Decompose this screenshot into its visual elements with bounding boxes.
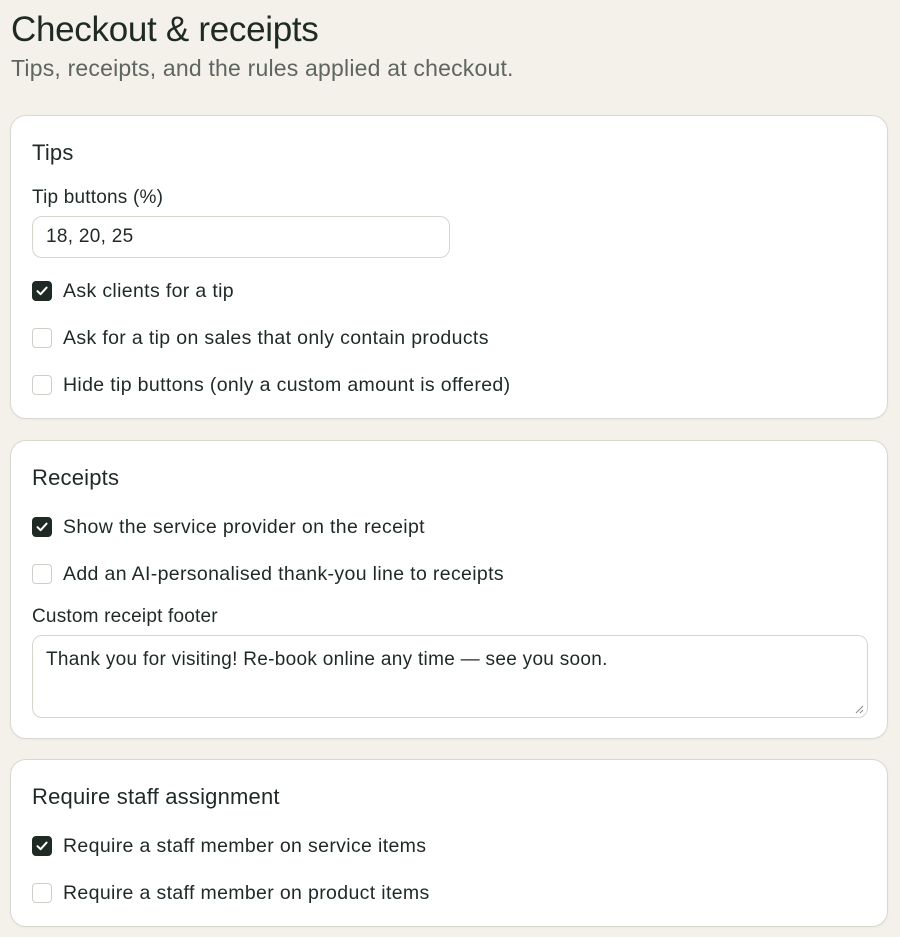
tip-buttons-label: Tip buttons (%) [32, 187, 164, 208]
show-provider-checkbox[interactable] [32, 517, 52, 537]
tips-card-title: Tips [32, 140, 74, 165]
ai-thank-you-checkbox[interactable] [32, 564, 52, 584]
staff-assignment-card-title: Require staff assignment [32, 784, 280, 809]
page-subtitle: Tips, receipts, and the rules applied at checkout. [11, 55, 514, 81]
check-icon [35, 839, 49, 853]
check-icon [35, 284, 49, 298]
receipts-card-title: Receipts [32, 465, 120, 490]
ask-tip-checkbox-row[interactable] [32, 279, 234, 303]
require-staff-service-checkbox[interactable] [32, 836, 52, 856]
staff-assignment-card [10, 759, 888, 927]
tip-buttons-input[interactable]: 18, 20, 25 [32, 216, 450, 258]
show-provider-checkbox-row[interactable] [32, 515, 425, 539]
hide-tip-buttons-checkbox-row[interactable] [32, 373, 510, 397]
receipt-footer-label: Custom receipt footer [32, 606, 218, 627]
require-staff-product-checkbox[interactable] [32, 883, 52, 903]
resize-grip-icon[interactable] [854, 704, 864, 714]
ai-thank-you-label: Add an AI-personalised thank-you line to receipts [63, 563, 504, 585]
ai-thank-you-checkbox-row[interactable] [32, 562, 504, 586]
hide-tip-buttons-checkbox[interactable] [32, 375, 52, 395]
require-staff-service-label: Require a staff member on service items [63, 835, 427, 857]
show-provider-label: Show the service provider on the receipt [63, 516, 425, 538]
hide-tip-buttons-label: Hide tip buttons (only a custom amount is offered) [63, 374, 511, 396]
require-staff-product-label: Require a staff member on product items [63, 882, 430, 904]
tip-products-only-checkbox-row[interactable] [32, 326, 489, 350]
tip-products-only-checkbox[interactable] [32, 328, 52, 348]
tips-card [10, 115, 888, 419]
receipt-footer-text: Thank you for visiting! Re-book online any time — see you soon. [46, 649, 608, 670]
ask-tip-checkbox[interactable] [32, 281, 52, 301]
page-title: Checkout & receipts [11, 10, 319, 49]
ask-tip-label: Ask clients for a tip [63, 280, 234, 302]
check-icon [35, 520, 49, 534]
receipts-card [10, 440, 888, 739]
tip-products-only-label: Ask for a tip on sales that only contain products [63, 327, 489, 349]
receipt-footer-textarea[interactable] [32, 635, 868, 718]
require-staff-service-checkbox-row[interactable] [32, 834, 426, 858]
require-staff-product-checkbox-row[interactable] [32, 881, 430, 905]
